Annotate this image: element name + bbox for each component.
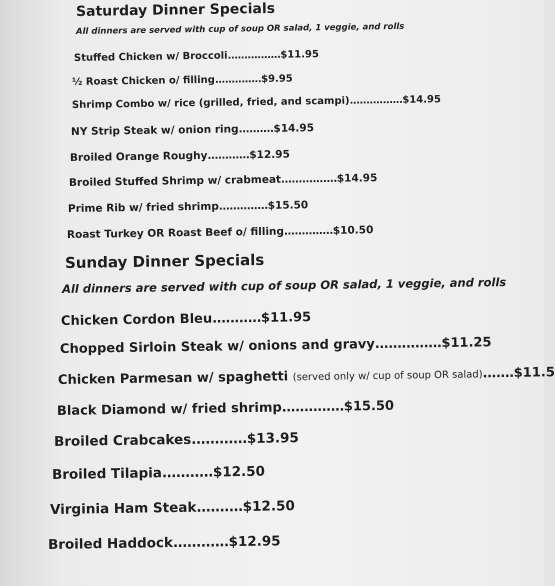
item-name: Shrimp Combo w/ rice (grilled, fried, and scampi) bbox=[71, 95, 350, 111]
saturday-item bbox=[71, 122, 314, 138]
item-price: $12.50 bbox=[242, 498, 295, 515]
leader-dots: ................ bbox=[349, 94, 403, 107]
item-name: Black Diamond w/ fried shrimp bbox=[56, 400, 282, 419]
sunday-item bbox=[57, 399, 394, 419]
sunday-item bbox=[58, 365, 555, 388]
leader-dots: .......... bbox=[196, 498, 243, 516]
item-price: $12.50 bbox=[212, 463, 266, 481]
leader-dots: ............... bbox=[374, 336, 442, 353]
leader-dots: ................ bbox=[280, 172, 337, 186]
item-name: Prime Rib w/ fried shrimp bbox=[67, 200, 219, 215]
item-name: ½ Roast Chicken o/ filling bbox=[71, 74, 215, 88]
item-price: $12.95 bbox=[249, 148, 290, 162]
item-price: $13.95 bbox=[246, 430, 300, 447]
item-name: NY Strip Steak w/ onion ring bbox=[70, 123, 239, 138]
sunday-item bbox=[54, 430, 299, 450]
item-name: Chopped Sirloin Steak w/ onions and gravy bbox=[59, 337, 375, 357]
item-name: Broiled Crabcakes bbox=[53, 431, 192, 450]
sunday-note: All dinners are served with cup of soup OR salad, 1 veggie, and rolls bbox=[61, 275, 507, 296]
item-price: $14.95 bbox=[402, 94, 442, 106]
item-price: $15.50 bbox=[343, 398, 395, 415]
leader-dots: ............ bbox=[172, 534, 229, 552]
item-name: Stuffed Chicken w/ Broccoli bbox=[73, 50, 228, 64]
saturday-item bbox=[72, 94, 441, 111]
saturday-item bbox=[67, 224, 374, 241]
saturday-item bbox=[74, 49, 319, 64]
leader-dots: ........... bbox=[161, 464, 214, 482]
item-price: $12.95 bbox=[228, 533, 281, 551]
leader-dots: .......... bbox=[238, 122, 274, 136]
saturday-title: Saturday Dinner Specials bbox=[75, 0, 276, 20]
item-price: $11.25 bbox=[441, 335, 492, 352]
saturday-item bbox=[70, 149, 290, 164]
leader-dots: .............. bbox=[218, 199, 268, 213]
item-price: $15.50 bbox=[267, 199, 309, 212]
leader-dots: ............ bbox=[207, 149, 250, 162]
leader-dots: .............. bbox=[281, 399, 344, 416]
item-name: Broiled Stuffed Shrimp w/ crabmeat bbox=[68, 173, 282, 189]
item-price: $11.5 bbox=[513, 365, 555, 381]
leader-dots: ................ bbox=[227, 49, 281, 62]
item-subnote: (served only w/ cup of soup OR salad) bbox=[292, 369, 483, 384]
saturday-item bbox=[72, 74, 293, 88]
item-price: $14.95 bbox=[336, 172, 378, 185]
leader-dots: .............. bbox=[214, 74, 262, 86]
item-price: $11.95 bbox=[280, 49, 320, 61]
leader-dots: ....... bbox=[482, 365, 514, 382]
sunday-title: Sunday Dinner Specials bbox=[64, 250, 265, 272]
item-name: Chicken Parmesan w/ spaghetti bbox=[57, 369, 289, 388]
leader-dots: .............. bbox=[283, 224, 333, 238]
saturday-note: All dinners are served with cup of soup OR salad, 1 veggie, and rolls bbox=[75, 21, 405, 37]
item-name: Broiled Orange Roughy bbox=[69, 149, 208, 164]
saturday-item bbox=[68, 199, 308, 215]
item-price: $10.50 bbox=[332, 224, 374, 237]
item-price: $11.95 bbox=[260, 310, 312, 326]
item-name: Broiled Haddock bbox=[47, 535, 174, 553]
item-price: $9.95 bbox=[260, 73, 293, 86]
item-name: Roast Turkey OR Roast Beef o/ filling bbox=[66, 225, 285, 241]
sunday-item bbox=[60, 335, 492, 357]
item-price: $14.95 bbox=[273, 122, 315, 135]
saturday-item bbox=[69, 172, 378, 189]
leader-dots: ............ bbox=[191, 430, 247, 448]
sunday-item bbox=[52, 464, 265, 483]
sunday-item bbox=[61, 310, 311, 329]
item-name: Virginia Ham Steak bbox=[49, 499, 197, 518]
sunday-item bbox=[48, 533, 281, 553]
sunday-item bbox=[50, 498, 295, 518]
leader-dots: ........... bbox=[212, 310, 262, 327]
item-name: Broiled Tilapia bbox=[51, 465, 163, 483]
item-name: Chicken Cordon Bleu bbox=[60, 311, 213, 329]
